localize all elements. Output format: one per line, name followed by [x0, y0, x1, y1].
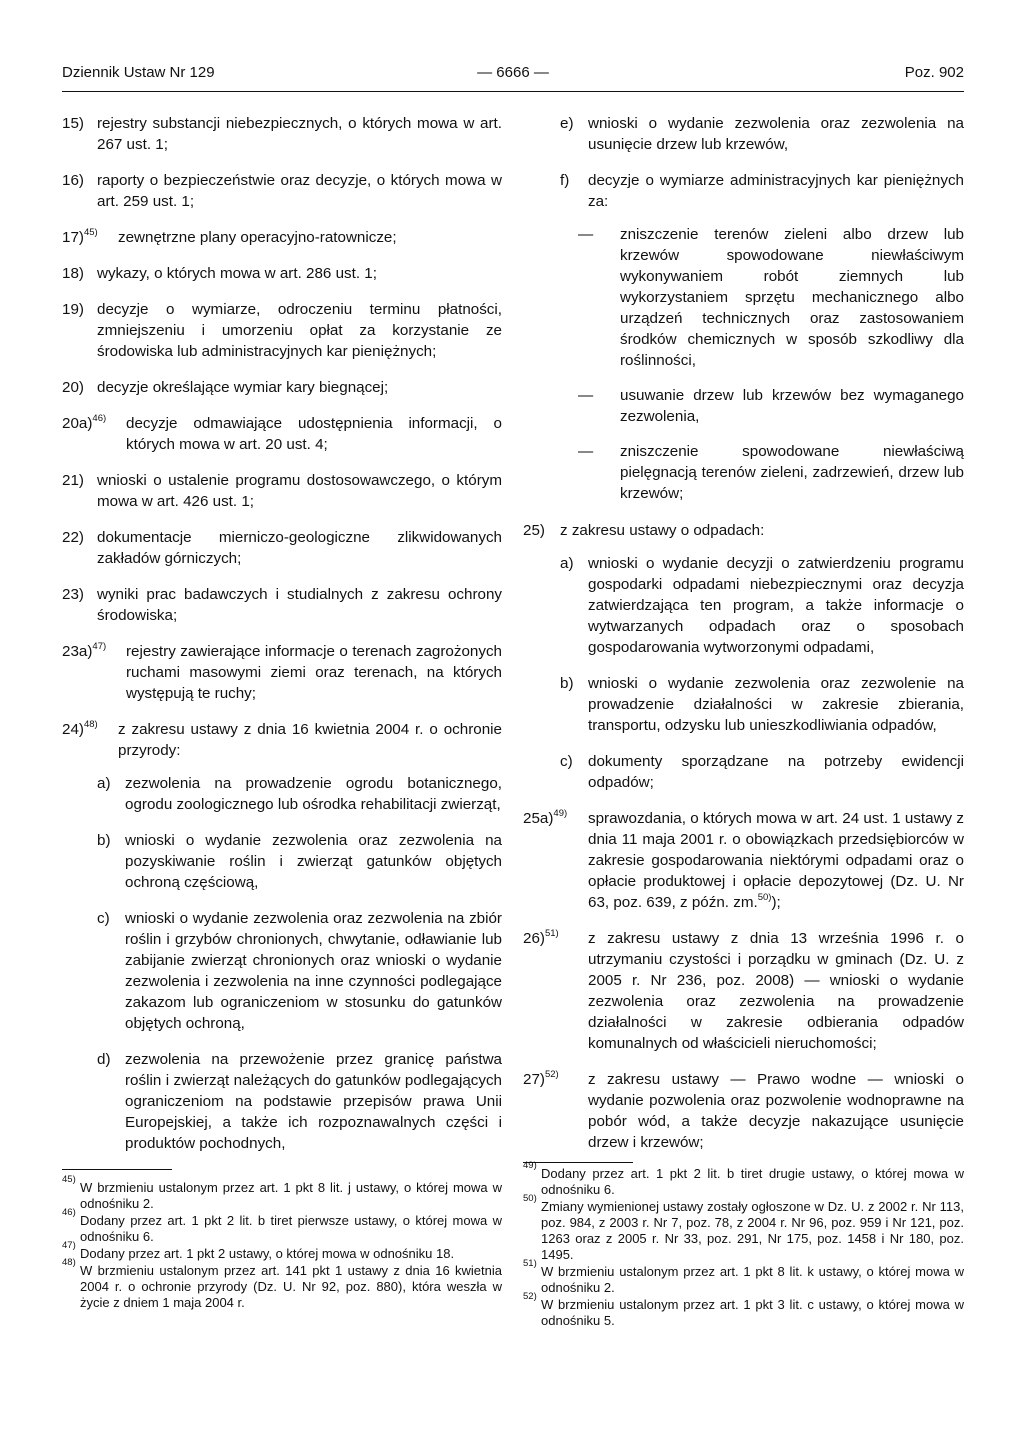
item-number: 15) [62, 115, 84, 132]
sub-item [560, 553, 964, 658]
footnote: 47) Dodany przez art. 1 pkt 2 ustawy, o której mowa w odnośniku 18. [62, 1246, 502, 1262]
footnote-ref: 52) [544, 1068, 559, 1080]
journal-title: Dziennik Ustaw Nr 129 [62, 64, 215, 81]
sub-item [560, 170, 964, 212]
list-item [62, 227, 502, 248]
item-number: 25) [523, 522, 545, 539]
sub-item-text: dokumenty sporządzane na potrzeby ewidencji odpadów; [588, 753, 964, 791]
list-item [62, 719, 502, 761]
sub-item-text: wnioski o wydanie zezwolenia oraz zezwolenia na zbiór roślin i grzybów chronionych, chwytanie, odławianie lub zabijanie zwierząt chronionych oraz wnioski o wydanie zezwolenia i zezwolenia na inne czynności podlegające zakazom lub ograniczeniom w stosunku do gatunków objętych ochroną, [125, 910, 502, 1032]
sub-item [97, 830, 502, 893]
item-text: zewnętrzne plany operacyjno-ratownicze; [118, 229, 397, 246]
footnote: 49) Dodany przez art. 1 pkt 2 lit. b tiret drugie ustawy, o której mowa w odnośniku 6. [523, 1160, 964, 1197]
item-number: 19) [62, 301, 84, 318]
footnote-ref: 50) [757, 891, 772, 903]
item-number: 25a)$^{49)}$ [523, 807, 568, 827]
item-text: wyniki prac badawczych i studialnych z zakresu ochrony środowiska; [97, 586, 502, 624]
footnotes-right [523, 1160, 964, 1330]
page-header [62, 60, 964, 88]
sub-item-letter: c) [560, 753, 573, 770]
right-column [523, 113, 964, 1168]
list-item [62, 170, 502, 212]
footnote-text: W brzmieniu ustalonym przez art. 1 pkt 3 lit. c ustawy, o której mowa w odnośniku 5. [541, 1297, 964, 1328]
sub-item-letter: f) [560, 172, 570, 189]
footnote-ref: 47) [92, 640, 107, 652]
footnote-text: W brzmieniu ustalonym przez art. 1 pkt 8 lit. j ustawy, o której mowa w odnośniku 2. [80, 1180, 502, 1211]
dash-marker: — [578, 226, 594, 243]
footnote: 48) W brzmieniu ustalonym przez art. 141 pkt 1 ustawy z dnia 16 kwietnia 2004 r. o ochronie przyrody (Dz. U. Nr 92, poz. 880), która weszła w życie z dniem 1 maja 2004 r. [62, 1257, 502, 1310]
list-item [62, 299, 502, 362]
list-item [62, 377, 502, 398]
item-number: 20a)$^{46)}$ [62, 412, 107, 432]
item-text: wykazy, o których mowa w art. 286 ust. 1; [97, 265, 377, 282]
item-text: wnioski o ustalenie programu dostosowawczego, o którym mowa w art. 426 ust. 1; [97, 472, 502, 510]
item-text: decyzje o wymiarze, odroczeniu terminu płatności, zmniejszeniu i umorzeniu opłat za korzystanie ze środowiska lub administracyjnych kar pieniężnych; [97, 301, 502, 360]
dash-item [560, 385, 964, 427]
item-text: decyzje odmawiające udostępnienia informacji, o których mowa w art. 20 ust. 4; [126, 415, 502, 453]
item-text: z zakresu ustawy z dnia 13 września 1996 r. o utrzymaniu czystości i porządku w gminach (Dz. U. z 2005 r. Nr 236, poz. 2008) — wnioski o wydanie zezwolenia oraz zezwolenia na prowadzenie działalności w zakresie odbierania odpadów komunalnych od właścicieli nieruchomości; [588, 930, 964, 1052]
dash-item [560, 441, 964, 504]
footnote-ref: 45) [83, 226, 98, 238]
footnote-text: W brzmieniu ustalonym przez art. 141 pkt 1 ustawy z dnia 16 kwietnia 2004 r. o ochronie przyrody (Dz. U. Nr 92, poz. 880), która weszła w życie z dniem 1 maja 2004 r. [80, 1263, 502, 1310]
item-number: 24)$^{48)}$ [62, 718, 98, 738]
footnote-ref: 51) [544, 927, 559, 939]
sub-item [560, 751, 964, 793]
sub-item-text: decyzje o wymiarze administracyjnych kar pieniężnych za: [588, 172, 964, 210]
item-text: sprawozdania, o których mowa w art. 24 ust. 1 ustawy z dnia 11 maja 2001 r. o obowiązkach przedsiębiorców w zakresie gospodarowania niektórymi odpadami oraz o opłacie produktowej i opłacie depozytowej (Dz. U. Nr 63, poz. 639, z późn. zm.$^{50)}$); [588, 810, 964, 911]
sub-item-letter: a) [97, 775, 111, 792]
footnote-text: Dodany przez art. 1 pkt 2 lit. b tiret pierwsze ustawy, o której mowa w odnośniku 6. [80, 1213, 502, 1244]
sub-item-text: zezwolenia na przewożenie przez granicę państwa roślin i zwierząt należących do gatunków podlegających ograniczeniom na podstawie przepisów prawa Unii Europejskiej, a także ich rozpoznawalnych części i produktów pochodnych, [125, 1051, 502, 1152]
item-text: rejestry substancji niebezpiecznych, o których mowa w art. 267 ust. 1; [97, 115, 502, 153]
item-number: 16) [62, 172, 84, 189]
sub-item [560, 673, 964, 736]
list-item [62, 413, 502, 455]
footnote-text: Dodany przez art. 1 pkt 2 ustawy, o której mowa w odnośniku 18. [80, 1246, 455, 1261]
item-number: 20) [62, 379, 84, 396]
item-text: decyzje określające wymiar kary biegnącej; [97, 379, 389, 396]
dash-text: zniszczenie terenów zieleni albo drzew lub krzewów spowodowane niewłaściwym wykonywaniem robót ziemnych lub wykorzystaniem sprzętu mechanicznego albo urządzeń technicznych oraz zastosowaniem środków chemicznych w sposób szkodliwy dla roślinności, [620, 226, 964, 369]
list-item [523, 808, 964, 913]
footnote: 50) Zmiany wymienionej ustawy zostały ogłoszone w Dz. U. z 2002 r. Nr 113, poz. 984, z 2003 r. Nr 7, poz. 78, z 2004 r. Nr 96, poz. 959 i Nr 121, poz. 1263 oraz z 2005 r. Nr 33, poz. 291, Nr 175, poz. 1458 i Nr 180, poz. 1495. [523, 1193, 964, 1262]
list-item [523, 1069, 964, 1153]
sub-item-letter: b) [560, 675, 574, 692]
sub-item [560, 113, 964, 155]
footnote-ref: 46) [92, 412, 107, 424]
item-number: 17)$^{45)}$ [62, 226, 98, 246]
item-number: 21) [62, 472, 84, 489]
sub-item-letter: d) [97, 1051, 111, 1068]
footnote-rule [523, 1162, 633, 1163]
list-item [62, 263, 502, 284]
footnote-text: W brzmieniu ustalonym przez art. 1 pkt 8 lit. k ustawy, o której mowa w odnośniku 2. [541, 1264, 964, 1295]
item-text: z zakresu ustawy — Prawo wodne — wnioski o wydanie pozwolenia oraz pozwolenie wodnoprawne na pobór wód, a także decyzje nakazujące usunięcie drzew i krzewów; [588, 1071, 964, 1151]
list-item [62, 527, 502, 569]
footnote: 51) W brzmieniu ustalonym przez art. 1 pkt 8 lit. k ustawy, o której mowa w odnośniku 2. [523, 1258, 964, 1295]
sub-item-text: wnioski o wydanie zezwolenia oraz zezwolenie na prowadzenie działalności w zakresie zbierania, transportu, odzysku lub unieszkodliwiania odpadów, [588, 675, 964, 734]
list-item [62, 470, 502, 512]
list-item [62, 584, 502, 626]
item-text: rejestry zawierające informacje o terenach zagrożonych ruchami masowymi ziemi oraz terenach, na których występują te ruchy; [126, 643, 502, 702]
footnote-ref: 48) [83, 718, 98, 730]
left-column [62, 113, 502, 1169]
sub-item [97, 773, 502, 815]
sub-item [97, 908, 502, 1034]
sub-item-letter: e) [560, 115, 574, 132]
footnote-rule [62, 1169, 172, 1170]
item-number: 18) [62, 265, 84, 282]
item-number: 23) [62, 586, 84, 603]
footnote: 52) W brzmieniu ustalonym przez art. 1 pkt 3 lit. c ustawy, o której mowa w odnośniku 5. [523, 1291, 964, 1328]
dash-marker: — [578, 387, 594, 404]
footnote: 45) W brzmieniu ustalonym przez art. 1 pkt 8 lit. j ustawy, o której mowa w odnośniku 2. [62, 1174, 502, 1211]
list-item [62, 641, 502, 704]
footnotes-left [62, 1174, 502, 1312]
page-number: — 6666 — [477, 64, 549, 81]
item-number: 23a)$^{47)}$ [62, 640, 107, 660]
sub-item-text: wnioski o wydanie decyzji o zatwierdzeniu programu gospodarki odpadami niebezpiecznymi oraz decyzja zatwierdzająca ten program, a także informacje o wytwarzanych odpadach oraz o sposobach gospodarowania wytworzonymi odpadami, [588, 555, 964, 656]
sub-item-letter: c) [97, 910, 110, 927]
item-text: z zakresu ustawy z dnia 16 kwietnia 2004 r. o ochronie przyrody: [118, 721, 502, 759]
dash-item [560, 224, 964, 371]
item-text: dokumentacje mierniczo-geologiczne zlikwidowanych zakładów górniczych; [97, 529, 502, 567]
list-item [523, 928, 964, 1054]
list-item [62, 113, 502, 155]
footnote-ref: 49) [553, 807, 568, 819]
footnote-text: Dodany przez art. 1 pkt 2 lit. b tiret drugie ustawy, o której mowa w odnośniku 6. [541, 1166, 964, 1197]
footnote-text: Zmiany wymienionej ustawy zostały ogłoszone w Dz. U. z 2002 r. Nr 113, poz. 984, z 2003 r. Nr 7, poz. 78, z 2004 r. Nr 96, poz. 959 i Nr 121, poz. 1263 oraz z 2005 r. Nr 33, poz. 291, Nr 175, poz. 1458 i Nr 180, poz. 1495. [541, 1199, 964, 1262]
position-number: Poz. 902 [904, 64, 964, 81]
sub-item-letter: a) [560, 555, 574, 572]
item-text: z zakresu ustawy o odpadach: [560, 522, 765, 539]
footnote: 46) Dodany przez art. 1 pkt 2 lit. b tiret pierwsze ustawy, o której mowa w odnośniku 6. [62, 1207, 502, 1244]
sub-item-text: zezwolenia na prowadzenie ogrodu botanicznego, ogrodu zoologicznego lub ośrodka rehabilitacji zwierząt, [125, 775, 502, 813]
sub-item [97, 1049, 502, 1154]
dash-text: usuwanie drzew lub krzewów bez wymaganego zezwolenia, [620, 387, 964, 425]
sub-item-text: wnioski o wydanie zezwolenia oraz zezwolenia na pozyskiwanie roślin i zwierząt gatunków objętych ochroną częściową, [125, 832, 502, 891]
header-rule [62, 91, 964, 92]
sub-item-letter: b) [97, 832, 111, 849]
item-number: 22) [62, 529, 84, 546]
item-text: raporty o bezpieczeństwie oraz decyzje, o których mowa w art. 259 ust. 1; [97, 172, 502, 210]
item-number: 26)$^{51)}$ [523, 927, 559, 947]
dash-text: zniszczenie spowodowane niewłaściwą pielęgnacją terenów zieleni, zadrzewień, drzew lub krzewów; [620, 443, 964, 502]
dash-marker: — [578, 443, 594, 460]
list-item [523, 520, 964, 541]
item-number: 27)$^{52)}$ [523, 1068, 559, 1088]
sub-item-text: wnioski o wydanie zezwolenia oraz zezwolenia na usunięcie drzew lub krzewów, [588, 115, 964, 153]
